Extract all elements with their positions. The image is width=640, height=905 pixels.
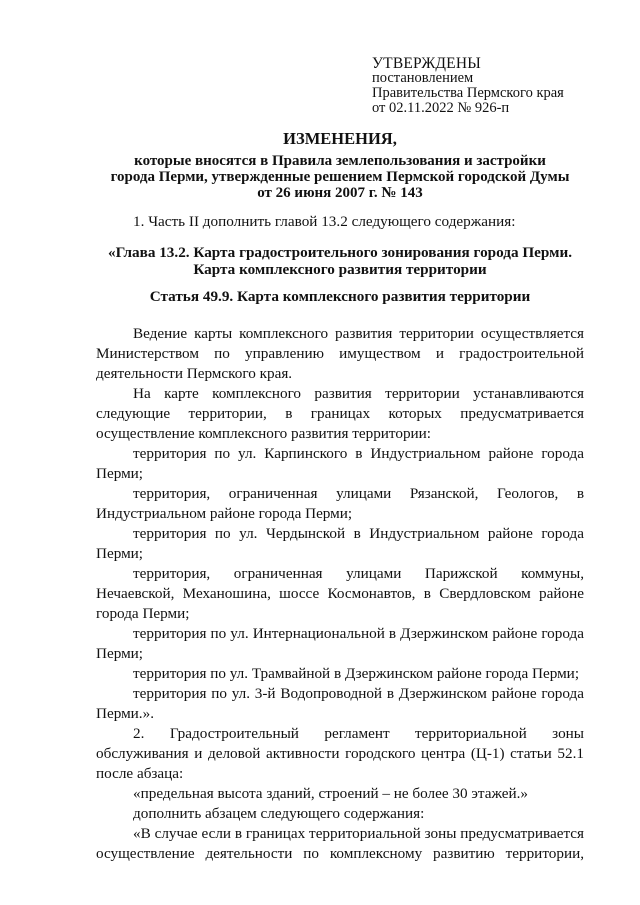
title-heading: ИЗМЕНЕНИЯ, xyxy=(283,129,397,148)
article-title: Статья 49.9. Карта комплексного развития территории xyxy=(149,288,531,305)
chapter-line-2: Карта комплексного развития территории xyxy=(193,261,487,278)
article-heading xyxy=(96,288,584,305)
paragraph: «В случае если в границах территориальной зоны предусматривается осуществление деятельности по комплексному развитию территории, xyxy=(96,825,584,862)
paragraph: территория по ул. Трамвайной в Дзержинском районе города Перми; xyxy=(133,665,580,682)
approved-label: УТВЕРЖДЕНЫ xyxy=(372,55,481,72)
approved-date-number: от 02.11.2022 № 926-п xyxy=(372,100,510,116)
paragraph: территория, ограниченная улицами Парижской коммуны, Нечаевской, Механошина, шоссе Космонавтов, в Свердловском районе города Перми; xyxy=(96,565,584,622)
paragraph: территория по ул. Чердынской в Индустриальном районе города Перми; xyxy=(96,525,584,562)
title-line-1: которые вносятся в Правила землепользования и застройки xyxy=(134,153,546,169)
approved-by-decree: постановлением xyxy=(372,70,474,86)
approval-stamp xyxy=(372,56,564,116)
body-paragraphs xyxy=(96,324,584,864)
chapter-heading xyxy=(96,244,584,278)
title-line-3: от 26 июня 2007 г. № 143 xyxy=(257,185,423,201)
paragraph: территория по ул. 3-й Водопроводной в Дзержинском районе города Перми.». xyxy=(96,685,584,722)
item-1-text: 1. Часть II дополнить главой 13.2 следующего содержания: xyxy=(133,213,516,230)
paragraph: Ведение карты комплексного развития территории осуществляется Министерством по управлению имуществом и градостроительной деятельности Пермского края. xyxy=(96,325,584,382)
chapter-line-1: «Глава 13.2. Карта градостроительного зонирования города Перми. xyxy=(107,244,573,261)
paragraph: «предельная высота зданий, строений – не более 30 этажей.» xyxy=(133,785,529,802)
approved-by-government: Правительства Пермского края xyxy=(372,85,564,101)
paragraph: 2. Градостроительный регламент территориальной зоны обслуживания и деловой активности городского центра (Ц-1) статьи 52.1 после абзаца: xyxy=(96,725,584,782)
paragraph: дополнить абзацем следующего содержания: xyxy=(133,805,425,822)
paragraph: территория по ул. Карпинского в Индустриальном районе города Перми; xyxy=(96,445,584,482)
paragraph: На карте комплексного развития территории устанавливаются следующие территории, в границах которых предусматривается осуществление комплексного развития территории: xyxy=(96,385,584,442)
title-line-2: города Перми, утвержденные решением Пермской городской Думы xyxy=(110,169,570,185)
paragraph: территория, ограниченная улицами Рязанской, Геологов, в Индустриальном районе города Перми; xyxy=(96,485,584,522)
item-1 xyxy=(96,212,584,232)
document-title xyxy=(96,131,584,201)
paragraph: территория по ул. Интернациональной в Дзержинском районе города Перми; xyxy=(96,625,584,662)
